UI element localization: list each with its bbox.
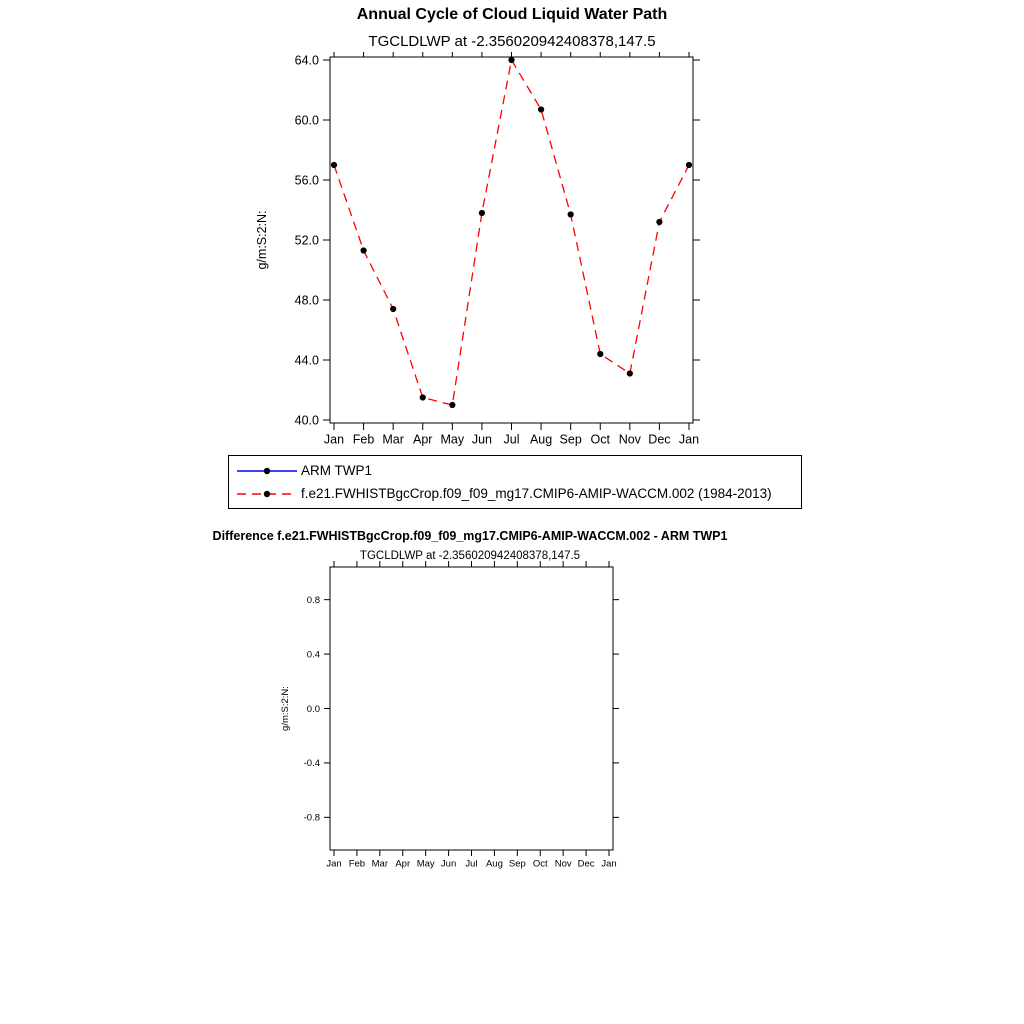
- svg-text:40.0: 40.0: [294, 413, 319, 428]
- svg-text:May: May: [416, 858, 435, 870]
- legend-item-arm-twp1: [235, 460, 795, 481]
- svg-text:Dec: Dec: [577, 858, 595, 870]
- annual-cycle-line-chart: [230, 52, 810, 462]
- svg-text:44.0: 44.0: [294, 353, 319, 368]
- svg-text:Oct: Oct: [532, 858, 548, 870]
- svg-text:48.0: 48.0: [294, 293, 319, 308]
- svg-text:Aug: Aug: [485, 858, 503, 870]
- svg-text:Sep: Sep: [508, 858, 526, 870]
- svg-text:0.8: 0.8: [306, 594, 320, 606]
- svg-text:52.0: 52.0: [294, 233, 319, 248]
- svg-text:g/m:S:2:N:: g/m:S:2:N:: [280, 686, 291, 731]
- legend-line-sample-dashed: [235, 486, 299, 502]
- svg-text:Nov: Nov: [554, 858, 572, 870]
- svg-text:Jun: Jun: [471, 432, 492, 447]
- svg-text:Apr: Apr: [395, 858, 411, 870]
- difference-chart-title: Difference f.e21.FWHISTBgcCrop.f09_f09_mg17.CMIP6-AMIP-WACCM.002 - ARM TWP1: [212, 529, 728, 543]
- svg-text:64.0: 64.0: [294, 53, 319, 68]
- svg-text:Nov: Nov: [618, 432, 641, 447]
- legend: [228, 455, 802, 509]
- svg-text:Jan: Jan: [601, 858, 617, 870]
- chart-subtitle: TGCLDLWP at -2.356020942408378,147.5: [368, 33, 656, 50]
- svg-text:May: May: [440, 432, 465, 447]
- legend-line-sample-solid: [235, 463, 299, 479]
- svg-text:-0.4: -0.4: [303, 758, 320, 770]
- svg-text:g/m:S:2:N:: g/m:S:2:N:: [255, 210, 269, 270]
- svg-text:-0.8: -0.8: [303, 812, 320, 824]
- svg-text:Oct: Oct: [590, 432, 610, 447]
- svg-text:Feb: Feb: [352, 432, 375, 447]
- svg-text:Jul: Jul: [465, 858, 478, 870]
- svg-text:Aug: Aug: [529, 432, 553, 447]
- difference-line-chart: [230, 560, 660, 890]
- legend-label: f.e21.FWHISTBgcCrop.f09_f09_mg17.CMIP6-AMIP-WACCM.002 (1984-2013): [301, 486, 772, 501]
- svg-text:Sep: Sep: [559, 432, 582, 447]
- difference-chart-subtitle: TGCLDLWP at -2.356020942408378,147.5: [359, 550, 581, 562]
- svg-text:0.0: 0.0: [306, 703, 320, 715]
- legend-item-model-run: [235, 483, 795, 504]
- svg-text:Dec: Dec: [648, 432, 671, 447]
- svg-text:Jun: Jun: [440, 858, 457, 870]
- svg-text:0.4: 0.4: [306, 649, 320, 661]
- svg-text:Mar: Mar: [371, 858, 389, 870]
- svg-text:Jan: Jan: [678, 432, 700, 447]
- svg-text:Jan: Jan: [323, 432, 345, 447]
- svg-text:Jan: Jan: [326, 858, 342, 870]
- legend-label: ARM TWP1: [301, 463, 373, 478]
- svg-text:56.0: 56.0: [294, 173, 319, 188]
- svg-text:Jul: Jul: [503, 432, 520, 447]
- svg-text:Apr: Apr: [413, 432, 433, 447]
- svg-text:Feb: Feb: [348, 858, 366, 870]
- chart-title: Annual Cycle of Cloud Liquid Water Path: [356, 6, 668, 23]
- svg-text:Mar: Mar: [382, 432, 404, 447]
- svg-text:60.0: 60.0: [294, 113, 319, 128]
